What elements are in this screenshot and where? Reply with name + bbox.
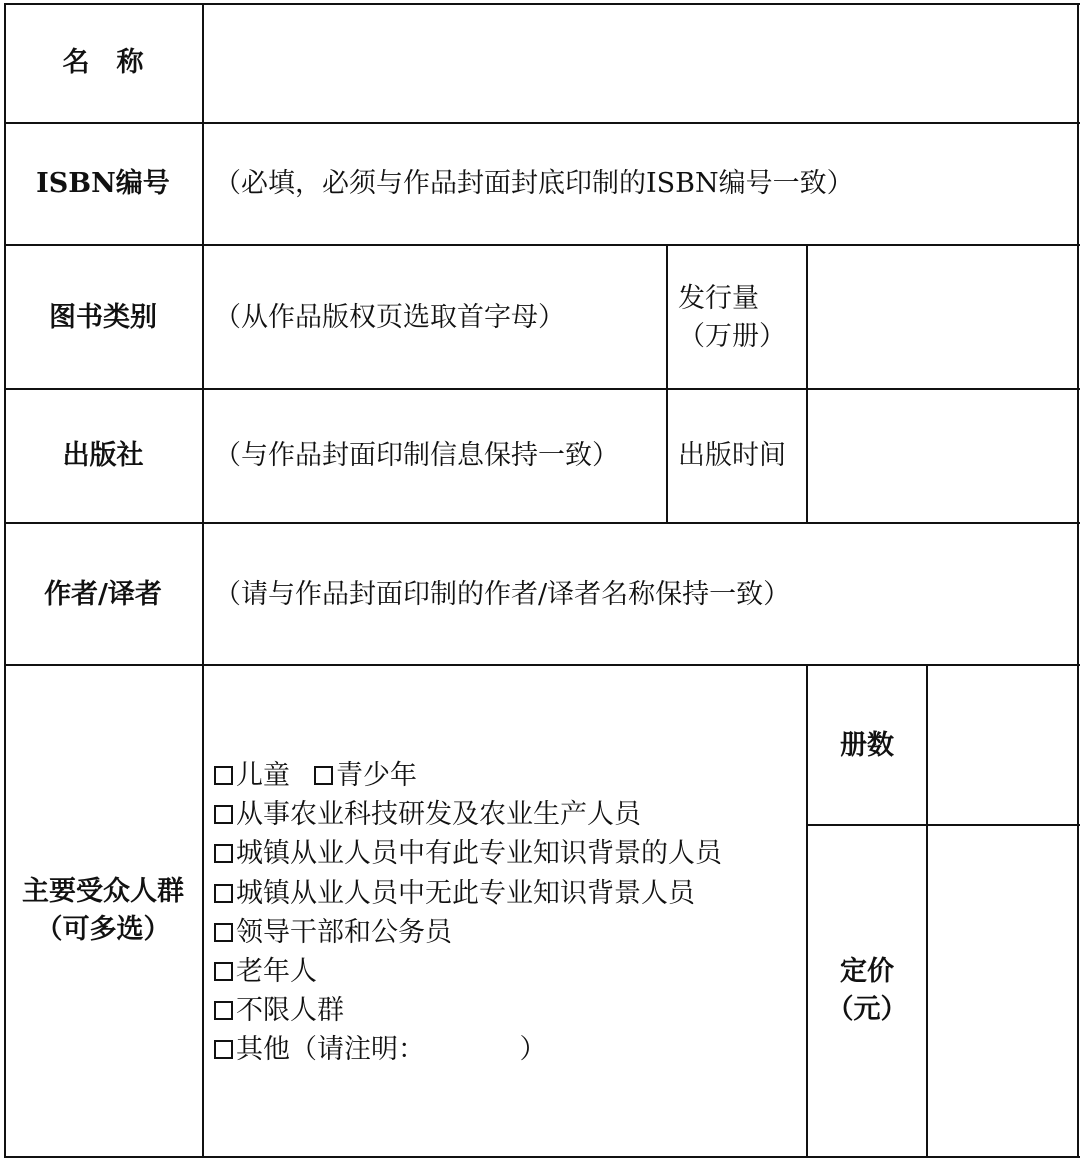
option-officials-label: 领导干部和公务员 — [236, 916, 452, 948]
row-divider-4 — [4, 522, 1080, 524]
audience-option-row-1 — [214, 756, 722, 795]
audience-label-line2: （可多选） — [35, 914, 171, 945]
author-hint[interactable]: （请与作品封面印制的作者/译者名称保持一致） — [214, 579, 791, 610]
circulation-value-field[interactable] — [808, 246, 1077, 388]
price-value-field[interactable] — [928, 826, 1077, 1156]
pub-date-label: 出版时间 — [678, 440, 786, 471]
checkbox-teenagers[interactable] — [314, 766, 333, 785]
audience-options — [214, 756, 722, 1070]
checkbox-unlimited[interactable] — [214, 1001, 233, 1020]
row-divider-5 — [4, 664, 1080, 666]
option-other-label: 其他（请注明： ） — [236, 1034, 547, 1066]
price-label-line2: （元） — [826, 994, 908, 1025]
category-hint[interactable]: （从作品版权页选取首字母） — [214, 302, 565, 333]
audience-option-row-4 — [214, 874, 722, 913]
label-column-divider — [202, 3, 204, 1158]
circulation-label-line2: （万册） — [678, 321, 786, 352]
circulation-label-line1: 发行量 — [678, 283, 759, 314]
audience-option-row-7 — [214, 991, 722, 1030]
checkbox-children[interactable] — [214, 766, 233, 785]
audience-option-row-2 — [214, 795, 722, 834]
checkbox-agriculture[interactable] — [214, 805, 233, 824]
price-label-line1: 定价 — [840, 956, 894, 987]
isbn-hint[interactable]: （必填，必须与作品封面封底印制的ISBN编号一致） — [214, 168, 854, 199]
table-border-right — [1077, 3, 1079, 1158]
row-divider-1 — [4, 122, 1080, 124]
option-agriculture-label: 从事农业科技研发及农业生产人员 — [236, 799, 641, 831]
publisher-label: 出版社 — [62, 440, 144, 471]
name-label: 名 称 — [62, 47, 144, 78]
mid-column-divider — [666, 244, 668, 524]
option-urban-with-background-label: 城镇从业人员中有此专业知识背景的人员 — [236, 838, 722, 870]
option-unlimited-label: 不限人群 — [236, 995, 344, 1027]
audience-option-row-8 — [214, 1030, 722, 1069]
volumes-value-field[interactable] — [928, 666, 1077, 824]
publisher-hint[interactable]: （与作品封面印制信息保持一致） — [214, 440, 619, 471]
checkbox-other[interactable] — [214, 1040, 233, 1059]
table-border-bottom — [4, 1156, 1080, 1158]
volumes-label: 册数 — [840, 730, 894, 761]
checkbox-urban-with-background[interactable] — [214, 844, 233, 863]
checkbox-urban-without-background[interactable] — [214, 884, 233, 903]
option-elderly-label: 老年人 — [236, 956, 317, 988]
option-urban-without-background-label: 城镇从业人员中无此专业知识背景人员 — [236, 877, 695, 909]
audience-option-row-6 — [214, 952, 722, 991]
audience-option-row-3 — [214, 834, 722, 873]
pub-date-value-field[interactable] — [808, 390, 1077, 522]
option-children-label: 儿童 — [236, 760, 290, 791]
audience-option-row-5 — [214, 913, 722, 952]
option-teenagers-label: 青少年 — [336, 760, 417, 791]
audience-label-line1: 主要受众人群 — [22, 876, 184, 907]
isbn-label: ISBN编号 — [36, 168, 170, 199]
category-label: 图书类别 — [49, 302, 157, 333]
author-label: 作者/译者 — [44, 579, 162, 610]
checkbox-officials[interactable] — [214, 923, 233, 942]
name-value-field[interactable] — [204, 5, 1077, 122]
checkbox-elderly[interactable] — [214, 962, 233, 981]
